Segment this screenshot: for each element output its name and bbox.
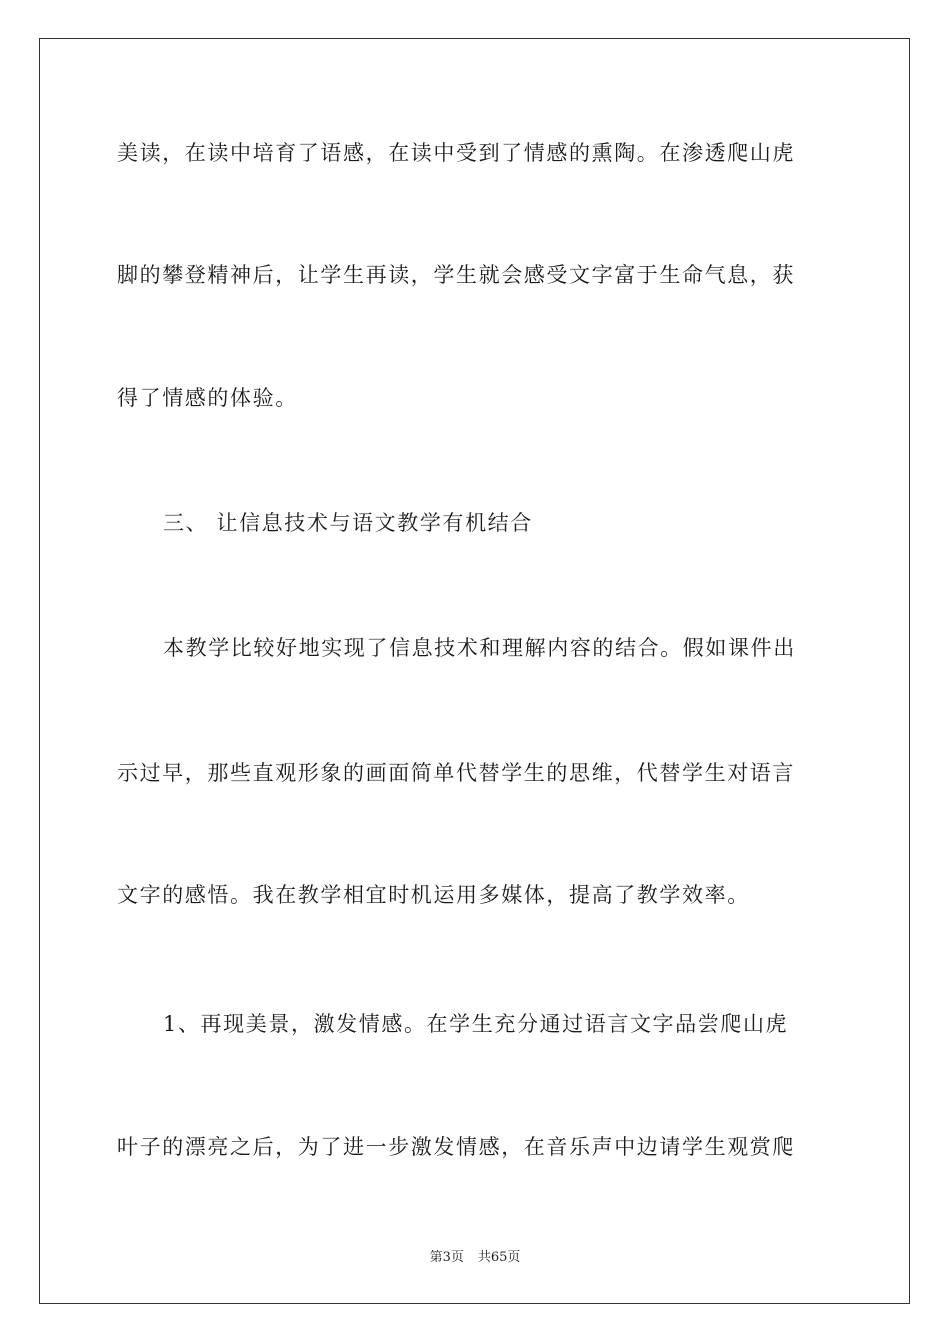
body-text-line: 叶子的漂亮之后，为了进一步激发情感，在音乐声中边请学生观赏爬 — [117, 1135, 795, 1159]
section-heading: 三、 让信息技术与语文教学有机结合 — [163, 511, 533, 535]
body-text-line: 1、再现美景，激发情感。在学生充分通过语言文字品尝爬山虎 — [163, 1012, 789, 1036]
page-total: 共65页 — [477, 1250, 521, 1265]
body-text-line: 本教学比较好地实现了信息技术和理解内容的结合。假如课件出 — [163, 636, 796, 660]
page-number: 第3页 — [429, 1250, 464, 1265]
page-border — [39, 38, 910, 1304]
body-text-line: 脚的攀登精神后，让学生再读，学生就会感受文字富于生命气息，获 — [117, 263, 795, 287]
body-text-line: 得了情感的体验。 — [117, 386, 298, 410]
body-text-line: 美读，在读中培育了语感，在读中受到了情感的熏陶。在渗透爬山虎 — [117, 141, 795, 165]
body-text-line: 示过早，那些直观形象的画面简单代替学生的思维，代替学生对语言 — [117, 761, 795, 785]
page-footer — [0, 1246, 950, 1265]
body-text-line: 文字的感悟。我在教学相宜时机运用多媒体，提高了教学效率。 — [117, 883, 750, 907]
